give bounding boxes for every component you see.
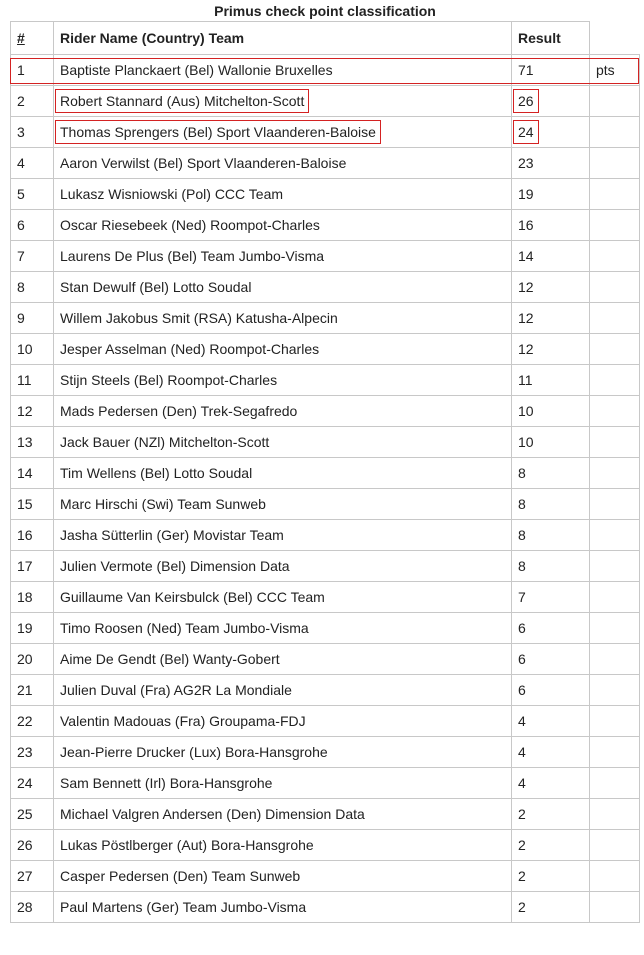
unit-cell: [590, 117, 640, 148]
table-row: [11, 768, 640, 799]
table-row: [11, 334, 640, 365]
unit-column-header: [590, 22, 640, 55]
result-cell: 2: [512, 861, 590, 892]
table-row: [11, 179, 640, 210]
table-row: [11, 365, 640, 396]
unit-cell: [590, 892, 640, 923]
table-row: [11, 613, 640, 644]
table-row: [11, 241, 640, 272]
rank-cell: 21: [11, 675, 54, 706]
highlighted-result: 26: [513, 89, 539, 113]
rider-cell: Jack Bauer (NZl) Mitchelton-Scott: [54, 427, 512, 458]
rider-cell: Oscar Riesebeek (Ned) Roompot-Charles: [54, 210, 512, 241]
rider-cell: Aime De Gendt (Bel) Wanty-Gobert: [54, 644, 512, 675]
rank-column-header: #: [11, 22, 54, 55]
result-cell: 2: [512, 892, 590, 923]
table-row: [11, 706, 640, 737]
unit-cell: [590, 551, 640, 582]
unit-cell: [590, 396, 640, 427]
result-cell: 7: [512, 582, 590, 613]
classification-table: [10, 21, 640, 923]
rider-cell: Laurens De Plus (Bel) Team Jumbo-Visma: [54, 241, 512, 272]
result-cell: 23: [512, 148, 590, 179]
rider-cell: Lukasz Wisniowski (Pol) CCC Team: [54, 179, 512, 210]
rank-cell: 20: [11, 644, 54, 675]
highlighted-result: 24: [513, 120, 539, 144]
table-row: [11, 303, 640, 334]
table-row: [11, 117, 640, 148]
unit-cell: pts: [590, 55, 640, 86]
rank-cell: 2: [11, 86, 54, 117]
rider-cell: Timo Roosen (Ned) Team Jumbo-Visma: [54, 613, 512, 644]
unit-cell: [590, 365, 640, 396]
rider-cell: Guillaume Van Keirsbulck (Bel) CCC Team: [54, 582, 512, 613]
unit-cell: [590, 427, 640, 458]
result-cell: 6: [512, 644, 590, 675]
rider-cell: Julien Duval (Fra) AG2R La Mondiale: [54, 675, 512, 706]
rider-cell: Julien Vermote (Bel) Dimension Data: [54, 551, 512, 582]
unit-cell: [590, 489, 640, 520]
rider-cell: Stan Dewulf (Bel) Lotto Soudal: [54, 272, 512, 303]
result-cell: 4: [512, 768, 590, 799]
table-row: [11, 551, 640, 582]
result-cell: 2: [512, 799, 590, 830]
rider-cell: Casper Pedersen (Den) Team Sunweb: [54, 861, 512, 892]
rank-cell: 25: [11, 799, 54, 830]
rider-column-header: Rider Name (Country) Team: [54, 22, 512, 55]
table-row: [11, 210, 640, 241]
table-row: [11, 737, 640, 768]
unit-cell: [590, 458, 640, 489]
result-cell: [512, 86, 590, 117]
rank-cell: 14: [11, 458, 54, 489]
unit-cell: [590, 675, 640, 706]
rider-cell: Stijn Steels (Bel) Roompot-Charles: [54, 365, 512, 396]
rank-cell: 7: [11, 241, 54, 272]
rank-cell: 10: [11, 334, 54, 365]
result-cell: 4: [512, 706, 590, 737]
rank-cell: 6: [11, 210, 54, 241]
unit-cell: [590, 241, 640, 272]
result-cell: 2: [512, 830, 590, 861]
result-cell: 8: [512, 458, 590, 489]
rider-cell: [54, 117, 512, 148]
unit-cell: [590, 613, 640, 644]
result-cell: 14: [512, 241, 590, 272]
unit-cell: [590, 272, 640, 303]
unit-cell: [590, 830, 640, 861]
rider-cell: Paul Martens (Ger) Team Jumbo-Visma: [54, 892, 512, 923]
rider-cell: Jasha Sütterlin (Ger) Movistar Team: [54, 520, 512, 551]
rank-cell: 11: [11, 365, 54, 396]
rider-cell: Marc Hirschi (Swi) Team Sunweb: [54, 489, 512, 520]
rider-cell: Baptiste Planckaert (Bel) Wallonie Bruxelles: [54, 55, 512, 86]
table-row: [11, 799, 640, 830]
table-row: [11, 675, 640, 706]
result-cell: 10: [512, 427, 590, 458]
table-row: [11, 427, 640, 458]
table-row: [11, 582, 640, 613]
table-row: [11, 458, 640, 489]
rank-cell: 17: [11, 551, 54, 582]
result-cell: 19: [512, 179, 590, 210]
result-cell: 12: [512, 272, 590, 303]
rank-cell: 23: [11, 737, 54, 768]
highlighted-rider-name: Robert Stannard (Aus) Mitchelton-Scott: [55, 89, 309, 113]
table-row: [11, 272, 640, 303]
rider-cell: Aaron Verwilst (Bel) Sport Vlaanderen-Baloise: [54, 148, 512, 179]
unit-cell: [590, 179, 640, 210]
unit-cell: [590, 303, 640, 334]
table-header-row: [11, 22, 640, 55]
rider-cell: Jean-Pierre Drucker (Lux) Bora-Hansgrohe: [54, 737, 512, 768]
unit-cell: [590, 582, 640, 613]
result-cell: 11: [512, 365, 590, 396]
result-column-header: Result: [512, 22, 590, 55]
unit-cell: [590, 799, 640, 830]
table-row: [11, 148, 640, 179]
unit-cell: [590, 644, 640, 675]
highlighted-rider-name: Thomas Sprengers (Bel) Sport Vlaanderen-Baloise: [55, 120, 381, 144]
table-row: [11, 520, 640, 551]
rank-cell: 24: [11, 768, 54, 799]
rank-cell: 4: [11, 148, 54, 179]
rider-cell: Willem Jakobus Smit (RSA) Katusha-Alpecin: [54, 303, 512, 334]
rank-cell: 15: [11, 489, 54, 520]
table-row: [11, 892, 640, 923]
rank-cell: 9: [11, 303, 54, 334]
rank-cell: 26: [11, 830, 54, 861]
unit-cell: [590, 706, 640, 737]
rank-cell: 12: [11, 396, 54, 427]
rank-cell: 3: [11, 117, 54, 148]
rider-cell: Valentin Madouas (Fra) Groupama-FDJ: [54, 706, 512, 737]
rank-cell: 5: [11, 179, 54, 210]
rider-cell: Tim Wellens (Bel) Lotto Soudal: [54, 458, 512, 489]
result-cell: [512, 117, 590, 148]
unit-cell: [590, 210, 640, 241]
result-cell: 8: [512, 520, 590, 551]
result-cell: 4: [512, 737, 590, 768]
rank-cell: 28: [11, 892, 54, 923]
unit-cell: [590, 86, 640, 117]
unit-cell: [590, 334, 640, 365]
table-row: [11, 55, 640, 86]
unit-cell: [590, 737, 640, 768]
result-cell: 8: [512, 551, 590, 582]
unit-cell: [590, 768, 640, 799]
rider-cell: Jesper Asselman (Ned) Roompot-Charles: [54, 334, 512, 365]
rank-cell: 18: [11, 582, 54, 613]
rider-cell: Michael Valgren Andersen (Den) Dimension Data: [54, 799, 512, 830]
rider-cell: [54, 86, 512, 117]
table-row: [11, 396, 640, 427]
rider-cell: Sam Bennett (Irl) Bora-Hansgrohe: [54, 768, 512, 799]
unit-cell: [590, 148, 640, 179]
rank-cell: 22: [11, 706, 54, 737]
rank-cell: 19: [11, 613, 54, 644]
rank-cell: 8: [11, 272, 54, 303]
result-cell: 6: [512, 675, 590, 706]
rider-cell: Mads Pedersen (Den) Trek-Segafredo: [54, 396, 512, 427]
table-row: [11, 644, 640, 675]
result-cell: 71: [512, 55, 590, 86]
result-cell: 6: [512, 613, 590, 644]
result-cell: 12: [512, 303, 590, 334]
result-cell: 16: [512, 210, 590, 241]
rank-cell: 1: [11, 55, 54, 86]
page-title: Primus check point classification: [214, 3, 436, 19]
table-body: [11, 55, 640, 923]
table-row: [11, 861, 640, 892]
rank-cell: 16: [11, 520, 54, 551]
table-row: [11, 86, 640, 117]
result-cell: 8: [512, 489, 590, 520]
result-cell: 10: [512, 396, 590, 427]
rider-cell: Lukas Pöstlberger (Aut) Bora-Hansgrohe: [54, 830, 512, 861]
result-cell: 12: [512, 334, 590, 365]
rank-cell: 13: [11, 427, 54, 458]
table-row: [11, 830, 640, 861]
table-row: [11, 489, 640, 520]
rank-cell: 27: [11, 861, 54, 892]
unit-cell: [590, 520, 640, 551]
unit-cell: [590, 861, 640, 892]
